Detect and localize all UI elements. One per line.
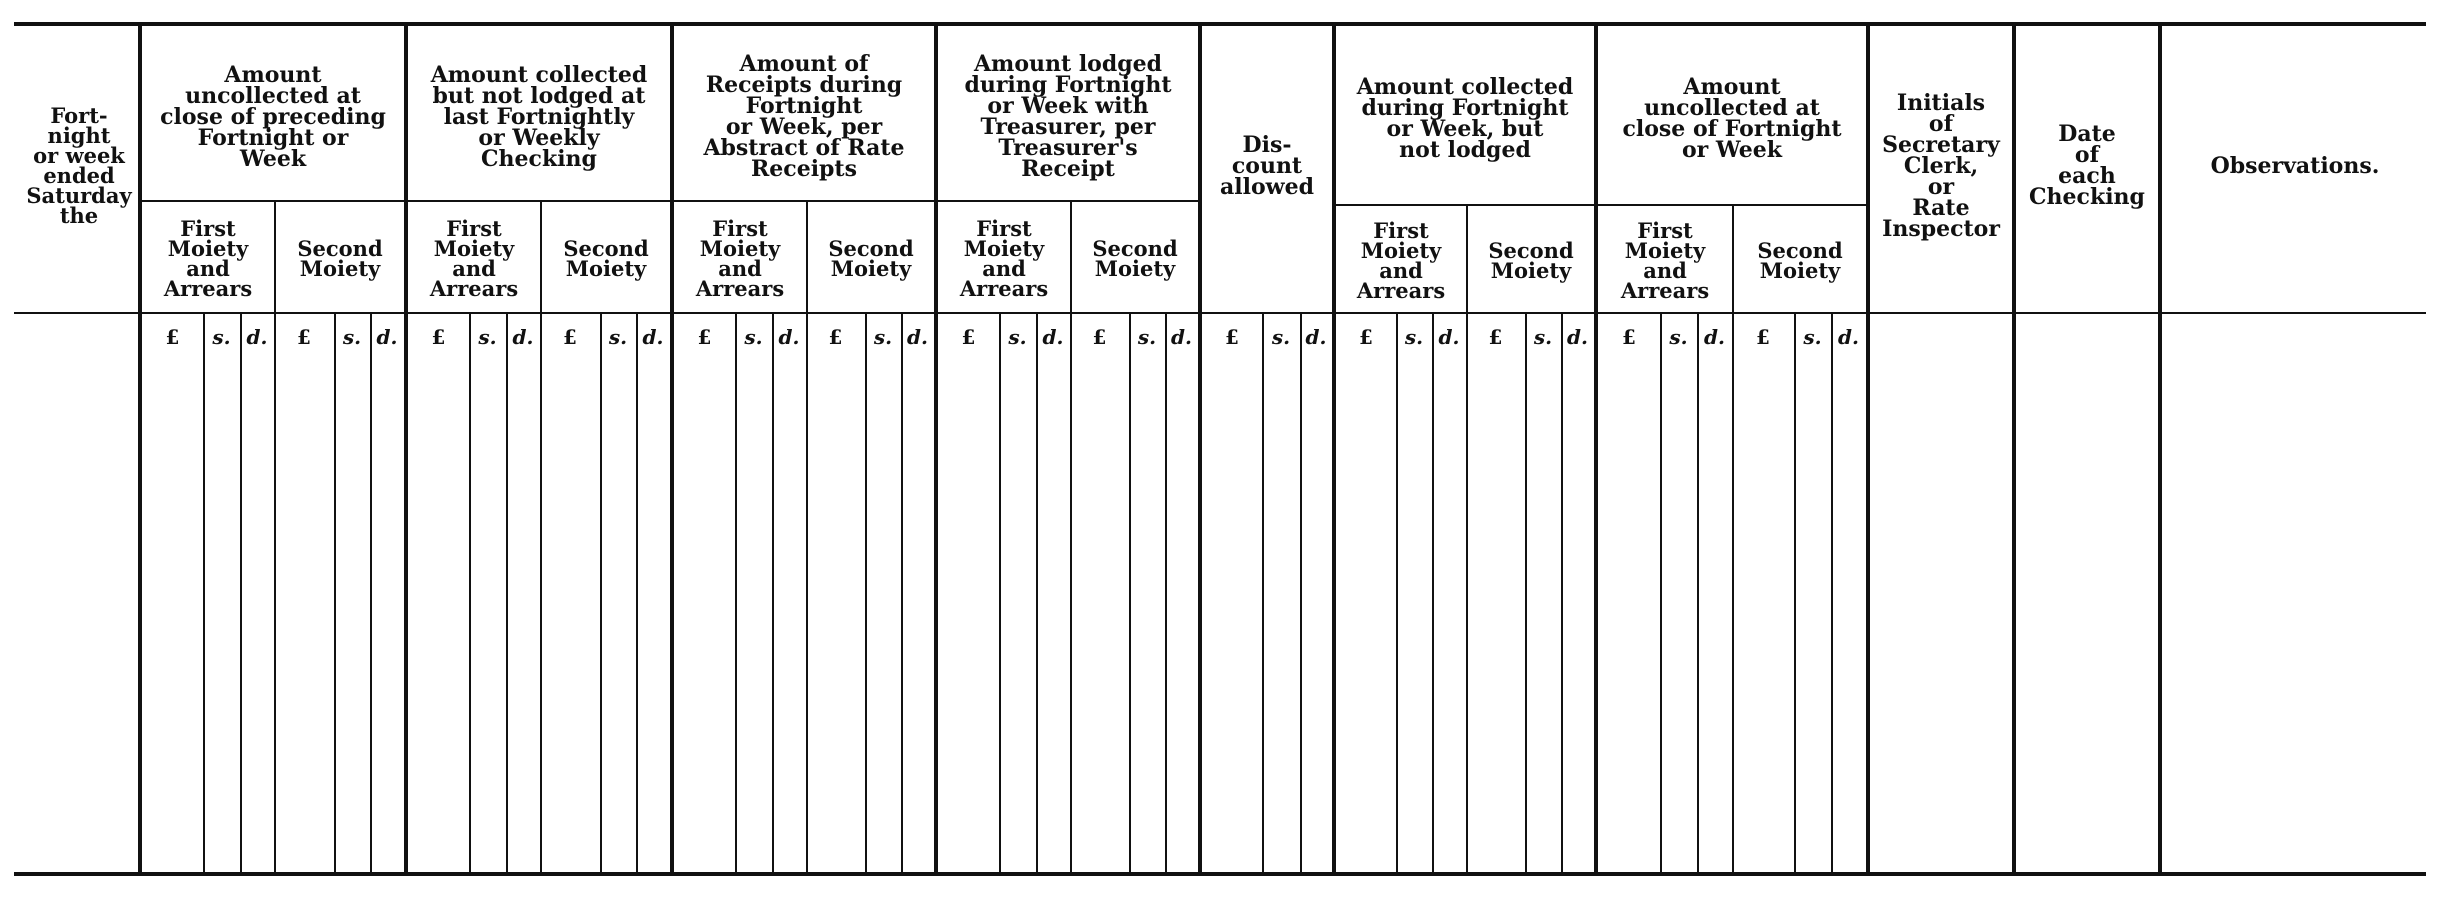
pence-unit: d. bbox=[1438, 325, 1460, 349]
sub-first-moiety: First Moiety and Arrears bbox=[1356, 218, 1446, 303]
pence-unit: d. bbox=[778, 325, 800, 349]
money-divider bbox=[735, 314, 737, 876]
header-group-collected-not-lodged: Amount collected during Fortnight or Week, but not lodged bbox=[1356, 74, 1574, 163]
group-header-rule bbox=[142, 200, 404, 202]
pence-unit: d. bbox=[1567, 325, 1588, 349]
header-observations: Observations. bbox=[2210, 152, 2380, 179]
column-divider bbox=[404, 24, 408, 876]
pound-unit: £ bbox=[1359, 325, 1373, 349]
shilling-unit: s. bbox=[1533, 325, 1553, 349]
header-group-uncollected-preceding: Amount uncollected at close of preceding Fortnight or Week bbox=[160, 61, 386, 172]
pence-unit: d. bbox=[1838, 325, 1859, 349]
shilling-unit: s. bbox=[1803, 325, 1822, 349]
money-divider bbox=[772, 314, 774, 876]
moiety-divider bbox=[1732, 204, 1734, 876]
sub-first-moiety: First Moiety and Arrears bbox=[163, 216, 253, 301]
sub-second-moiety: Second Moiety bbox=[1488, 238, 1574, 283]
money-divider bbox=[1525, 314, 1527, 876]
header-fortnight-ended: Fort- night or week ended Saturday the bbox=[26, 103, 132, 228]
money-divider bbox=[1660, 314, 1662, 876]
column-divider bbox=[1594, 24, 1598, 876]
pence-unit: d. bbox=[907, 325, 928, 349]
pence-unit: d. bbox=[512, 325, 534, 349]
header-group-collected-not-lodged-last: Amount collected but not lodged at last Fortnightly or Weekly Checking bbox=[430, 61, 648, 172]
sub-first-moiety: First Moiety and Arrears bbox=[1620, 218, 1710, 303]
header-group-lodged: Amount lodged during Fortnight or Week with Treasurer, per Treasurer's Receipt bbox=[964, 51, 1172, 182]
column-divider bbox=[1332, 24, 1336, 876]
pence-unit: d. bbox=[642, 325, 664, 349]
pound-unit: £ bbox=[563, 325, 577, 349]
column-divider bbox=[670, 24, 674, 876]
money-divider bbox=[1794, 314, 1796, 876]
sub-first-moiety: First Moiety and Arrears bbox=[429, 216, 519, 301]
header-group-receipts: Amount of Receipts during Fortnight or Week, per Abstract of Rate Receipts bbox=[703, 51, 905, 182]
sub-second-moiety: Second Moiety bbox=[563, 236, 649, 281]
header-rule bbox=[14, 312, 2426, 314]
money-divider bbox=[901, 314, 903, 876]
pence-unit: d. bbox=[1171, 325, 1192, 349]
sub-second-moiety: Second Moiety bbox=[297, 236, 383, 281]
money-divider bbox=[370, 314, 372, 876]
sub-second-moiety: Second Moiety bbox=[828, 236, 914, 281]
shilling-unit: s. bbox=[478, 325, 497, 349]
column-divider bbox=[2158, 24, 2162, 876]
pound-unit: £ bbox=[697, 325, 712, 349]
header-group-uncollected-close: Amount uncollected at close of Fortnight or Week bbox=[1622, 74, 1842, 163]
money-divider bbox=[1165, 314, 1167, 876]
shilling-unit: s. bbox=[1008, 325, 1027, 349]
pound-unit: £ bbox=[1622, 325, 1636, 349]
money-divider bbox=[600, 314, 602, 876]
group-header-rule bbox=[1336, 204, 1594, 206]
top-rule bbox=[14, 22, 2426, 26]
bottom-rule bbox=[14, 872, 2426, 876]
pound-unit: £ bbox=[828, 325, 843, 349]
money-divider bbox=[1561, 314, 1563, 876]
column-divider bbox=[138, 24, 142, 876]
shilling-unit: s. bbox=[342, 325, 362, 349]
pound-unit: £ bbox=[1488, 325, 1503, 349]
shilling-unit: s. bbox=[744, 325, 763, 349]
pound-unit: £ bbox=[1756, 325, 1770, 349]
pound-unit: £ bbox=[1092, 325, 1107, 349]
column-divider bbox=[934, 24, 938, 876]
money-divider bbox=[1396, 314, 1398, 876]
pence-unit: d. bbox=[246, 325, 268, 349]
sub-first-moiety: First Moiety and Arrears bbox=[695, 216, 785, 301]
column-divider bbox=[1198, 24, 1202, 876]
money-divider bbox=[636, 314, 638, 876]
shilling-unit: s. bbox=[1669, 325, 1688, 349]
money-divider bbox=[334, 314, 336, 876]
pound-unit: £ bbox=[165, 325, 180, 349]
moiety-divider bbox=[540, 200, 542, 876]
money-divider bbox=[506, 314, 508, 876]
money-divider bbox=[999, 314, 1001, 876]
money-divider bbox=[1831, 314, 1833, 876]
moiety-divider bbox=[274, 200, 276, 876]
group-header-rule bbox=[938, 200, 1198, 202]
header-initials: Initials of Secretary Clerk, or Rate Inspector bbox=[1882, 89, 2000, 242]
money-divider bbox=[865, 314, 867, 876]
group-header-rule bbox=[674, 200, 934, 202]
header-group-discount: Dis- count allowed bbox=[1220, 131, 1314, 200]
money-divider bbox=[1262, 314, 1264, 876]
money-divider bbox=[1129, 314, 1131, 876]
moiety-divider bbox=[1070, 200, 1072, 876]
shilling-unit: s. bbox=[1271, 325, 1291, 349]
sub-second-moiety: Second Moiety bbox=[1757, 238, 1843, 283]
header-date-of-checking: Date of each Checking bbox=[2029, 121, 2145, 210]
shilling-unit: s. bbox=[1404, 325, 1424, 349]
sub-first-moiety: First Moiety and Arrears bbox=[959, 216, 1049, 301]
moiety-divider bbox=[1466, 204, 1468, 876]
shilling-unit: s. bbox=[608, 325, 628, 349]
moiety-divider bbox=[806, 200, 808, 876]
column-divider bbox=[2012, 24, 2016, 876]
column-divider bbox=[1866, 24, 1870, 876]
money-divider bbox=[203, 314, 205, 876]
shilling-unit: s. bbox=[873, 325, 893, 349]
shilling-unit: s. bbox=[212, 325, 231, 349]
shilling-unit: s. bbox=[1137, 325, 1157, 349]
pound-unit: £ bbox=[961, 325, 976, 349]
money-divider bbox=[1697, 314, 1699, 876]
pence-unit: d. bbox=[1042, 325, 1064, 349]
sub-second-moiety: Second Moiety bbox=[1092, 236, 1178, 281]
money-divider bbox=[1432, 314, 1434, 876]
pence-unit: d. bbox=[376, 325, 398, 349]
pence-unit: d. bbox=[1704, 325, 1725, 349]
pence-unit: d. bbox=[1305, 325, 1327, 349]
pound-unit: £ bbox=[1225, 325, 1239, 349]
pound-unit: £ bbox=[431, 325, 446, 349]
group-header-rule bbox=[408, 200, 670, 202]
money-divider bbox=[1300, 314, 1302, 876]
money-divider bbox=[1036, 314, 1038, 876]
money-divider bbox=[469, 314, 471, 876]
pound-unit: £ bbox=[297, 325, 311, 349]
money-divider bbox=[240, 314, 242, 876]
